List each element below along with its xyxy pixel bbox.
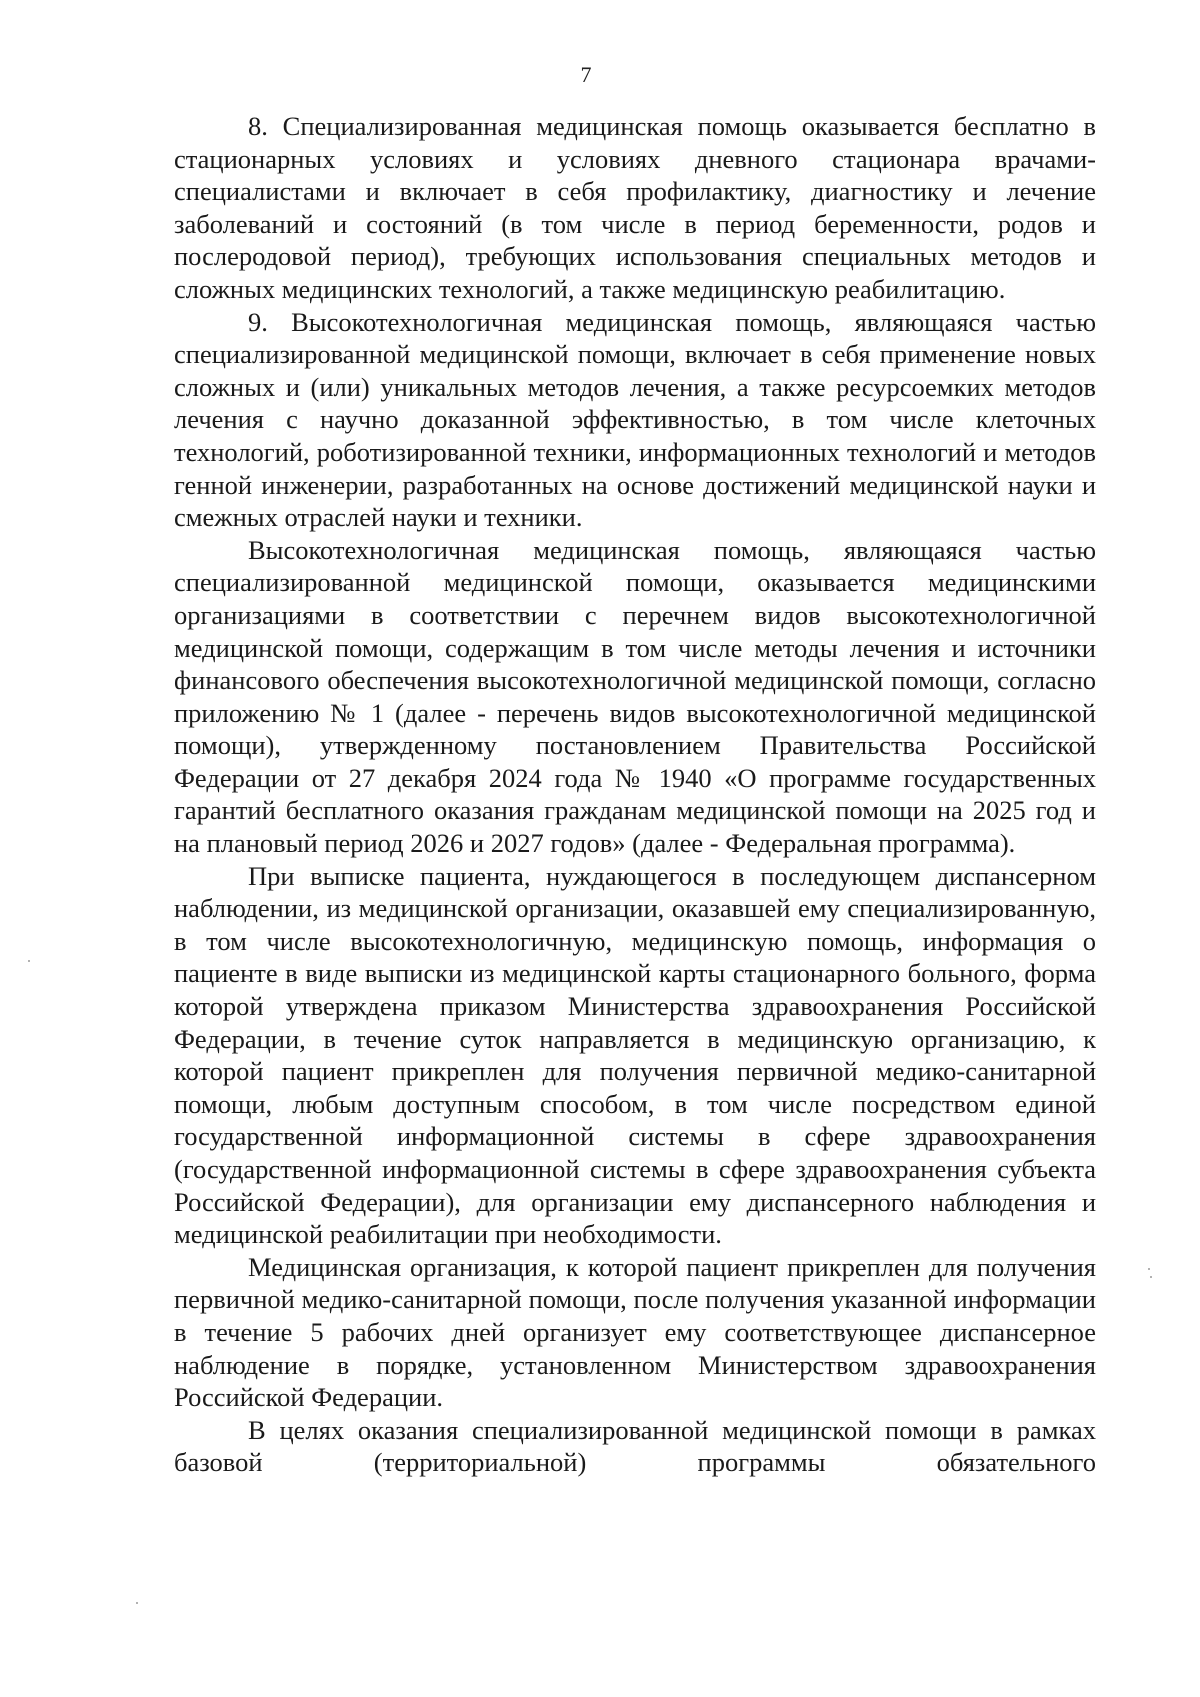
scan-speck bbox=[1148, 1268, 1150, 1270]
document-body bbox=[174, 110, 1096, 1479]
scan-speck bbox=[28, 960, 30, 962]
paragraph-high-tech-care: 9. Высокотехнологичная медицинская помощь, являющаяся частью специализированной медицинской помощи, включает в себя применение новых сложных и (или) уникальных методов лечения, а также ресурсоемких методов лечения с научно доказанной эффективностью, в том числе клеточных технологий, роботизированной техники, информационных технологий и методов генной инженерии, разработанных на основе достижений медицинской науки и смежных отраслей науки и техники. bbox=[174, 306, 1096, 533]
page-number: 7 bbox=[580, 62, 592, 87]
paragraph-patient-discharge: При выписке пациента, нуждающегося в последующем диспансерном наблюдении, из медицинской организации, оказавшей ему специализированную, в том числе высокотехнологичную, медицинскую помощь, информация о пациенте в виде выписки из медицинской карты стационарного больного, форма которой утверждена приказом Министерства здравоохранения Российской Федерации, в течение суток направляется в медицинскую организацию, к которой пациент прикреплен для получения первичной медико-санитарной помощи, любым доступным способом, в том числе посредством единой государственной информационной системы в сфере здравоохранения (государственной информационной системы в сфере здравоохранения субъекта Российской Федерации), для организации ему диспансерного наблюдения и медицинской реабилитации при необходимости. bbox=[174, 860, 1096, 1250]
scan-speck bbox=[136, 1602, 138, 1604]
scan-speck bbox=[1150, 1276, 1152, 1278]
paragraph-basic-program: В целях оказания специализированной медицинской помощи в рамках базовой (территориальной) программы обязательного bbox=[174, 1414, 1096, 1478]
paragraph-dispensary-observation: Медицинская организация, к которой пациент прикреплен для получения первичной медико-санитарной помощи, после получения указанной информации в течение 5 рабочих дней организует ему соответствующее диспансерное наблюдение в порядке, установленном Министерством здравоохранения Российской Федерации. bbox=[174, 1251, 1096, 1413]
paragraph-specialized-care: 8. Специализированная медицинская помощь оказывается бесплатно в стационарных условиях и условиях дневного стационара врачами-специалистами и включает в себя профилактику, диагностику и лечение заболеваний и состояний (в том числе в период беременности, родов и послеродовой период), требующих использования специальных методов и сложных медицинских технологий, а также медицинскую реабилитацию. bbox=[174, 111, 1096, 304]
paragraph-high-tech-organizations: Высокотехнологичная медицинская помощь, являющаяся частью специализированной медицинской помощи, оказывается медицинскими организациями в соответствии с перечнем видов высокотехнологичной медицинской помощи, содержащим в том числе методы лечения и источники финансового обеспечения высокотехнологичной медицинской помощи, согласно приложению № 1 (далее - перечень видов высокотехнологичной медицинской помощи), утвержденному постановлением Правительства Российской Федерации от 27 декабря 2024 года № 1940 «О программе государственных гарантий бесплатного оказания гражданам медицинской помощи на 2025 год и на плановый период 2026 и 2027 годов» (далее - Федеральная программа). bbox=[174, 534, 1096, 859]
